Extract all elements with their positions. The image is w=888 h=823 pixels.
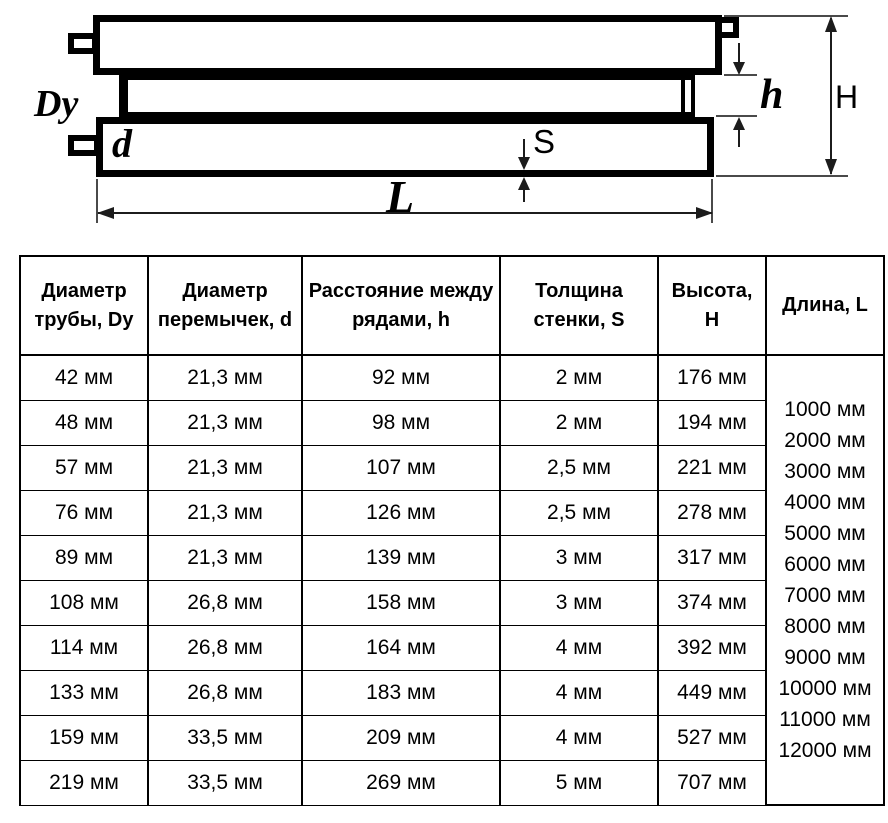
S-arrow-up-icon — [518, 177, 530, 190]
jumper-band — [119, 73, 695, 119]
L-arrow-right-icon — [696, 207, 713, 219]
table-cell: 374 мм — [658, 580, 766, 625]
S-dimension-line-lower — [523, 190, 525, 202]
table-cell: 2,5 мм — [500, 445, 658, 490]
table-row — [20, 670, 884, 715]
table-cell: 2,5 мм — [500, 490, 658, 535]
table-cell: 21,3 мм — [148, 445, 302, 490]
table-cell: 209 мм — [302, 715, 500, 760]
table-cell: 21,3 мм — [148, 535, 302, 580]
length-value: 6000 мм — [784, 553, 866, 576]
d-diameter-label: d — [112, 121, 132, 166]
table-cell: 42 мм — [20, 355, 148, 400]
header-row — [20, 256, 884, 355]
top-pipe — [93, 15, 722, 75]
table-cell: 4 мм — [500, 715, 658, 760]
length-value: 2000 мм — [784, 429, 866, 452]
table-cell: 48 мм — [20, 400, 148, 445]
table-cell: 449 мм — [658, 670, 766, 715]
H-extension-bottom — [716, 175, 848, 177]
length-value: 1000 мм — [784, 398, 866, 421]
Dy-diameter-label: Dy — [34, 83, 79, 125]
table-cell: 707 мм — [658, 760, 766, 805]
spec-table — [19, 255, 885, 806]
length-values-cell — [766, 355, 884, 805]
H-arrow-up-icon — [825, 16, 837, 32]
table-cell: 26,8 мм — [148, 670, 302, 715]
length-value: 5000 мм — [784, 522, 866, 545]
length-value: 9000 мм — [784, 646, 866, 669]
table-cell: 527 мм — [658, 715, 766, 760]
table-cell: 57 мм — [20, 445, 148, 490]
table-cell: 33,5 мм — [148, 715, 302, 760]
length-value: 12000 мм — [778, 739, 872, 762]
table-cell: 176 мм — [658, 355, 766, 400]
length-value: 10000 мм — [778, 677, 872, 700]
table-cell: 194 мм — [658, 400, 766, 445]
table-cell: 133 мм — [20, 670, 148, 715]
table-cell: 76 мм — [20, 490, 148, 535]
spec-table-header — [20, 256, 884, 355]
table-cell: 4 мм — [500, 625, 658, 670]
table-row — [20, 490, 884, 535]
table-cell: 317 мм — [658, 535, 766, 580]
table-row — [20, 715, 884, 760]
S-arrow-down-icon — [518, 157, 530, 170]
table-cell: 21,3 мм — [148, 400, 302, 445]
col-header-wall-thickness: Толщина стенки, S — [500, 256, 658, 355]
table-cell: 3 мм — [500, 535, 658, 580]
length-value: 4000 мм — [784, 491, 866, 514]
table-cell: 26,8 мм — [148, 580, 302, 625]
table-cell: 26,8 мм — [148, 625, 302, 670]
table-cell: 126 мм — [302, 490, 500, 535]
table-cell: 5 мм — [500, 760, 658, 805]
table-cell: 21,3 мм — [148, 355, 302, 400]
table-cell: 92 мм — [302, 355, 500, 400]
table-cell: 159 мм — [20, 715, 148, 760]
S-dimension-line-upper — [523, 139, 525, 157]
table-cell: 89 мм — [20, 535, 148, 580]
table-cell: 21,3 мм — [148, 490, 302, 535]
table-cell: 158 мм — [302, 580, 500, 625]
table-cell: 108 мм — [20, 580, 148, 625]
H-arrow-down-icon — [825, 159, 837, 175]
h-dimension-line-lower — [738, 130, 740, 147]
table-cell: 392 мм — [658, 625, 766, 670]
table-row — [20, 625, 884, 670]
table-cell: 2 мм — [500, 355, 658, 400]
table-cell: 219 мм — [20, 760, 148, 805]
length-value: 7000 мм — [784, 584, 866, 607]
table-cell: 164 мм — [302, 625, 500, 670]
col-header-height: Высота, H — [658, 256, 766, 355]
table-row — [20, 355, 884, 400]
table-cell: 183 мм — [302, 670, 500, 715]
h-arrow-down-icon — [733, 62, 745, 75]
H-dimension-label: H — [835, 79, 859, 115]
h-dimension-line-upper — [738, 43, 740, 63]
L-dimension-label: L — [386, 171, 415, 222]
register-diagram — [0, 0, 888, 245]
table-row — [20, 580, 884, 625]
col-header-length: Длина, L — [766, 256, 884, 355]
S-dimension-label: S — [533, 123, 556, 160]
table-row — [20, 535, 884, 580]
length-value: 11000 мм — [779, 708, 871, 731]
right-jumper-line — [681, 75, 685, 117]
table-cell: 3 мм — [500, 580, 658, 625]
col-header-pipe-diameter: Диаметр трубы, Dy — [20, 256, 148, 355]
table-cell: 4 мм — [500, 670, 658, 715]
table-cell: 139 мм — [302, 535, 500, 580]
table-cell: 269 мм — [302, 760, 500, 805]
H-dimension-line — [830, 18, 832, 174]
table-cell: 107 мм — [302, 445, 500, 490]
table-row — [20, 400, 884, 445]
table-cell: 98 мм — [302, 400, 500, 445]
table-cell: 33,5 мм — [148, 760, 302, 805]
bottom-pipe — [96, 117, 714, 177]
table-cell: 114 мм — [20, 625, 148, 670]
table-cell: 278 мм — [658, 490, 766, 535]
col-header-row-spacing: Расстояние между рядами, h — [302, 256, 500, 355]
length-value: 3000 мм — [784, 460, 866, 483]
table-cell: 2 мм — [500, 400, 658, 445]
col-header-jumper-diameter: Диаметр перемычек, d — [148, 256, 302, 355]
spec-table-body — [20, 355, 884, 805]
h-dimension-label: h — [760, 72, 784, 118]
table-row — [20, 445, 884, 490]
length-value: 8000 мм — [784, 615, 866, 638]
L-arrow-left-icon — [97, 207, 114, 219]
h-arrow-up-icon — [733, 117, 745, 130]
table-cell: 221 мм — [658, 445, 766, 490]
table-row — [20, 760, 884, 805]
